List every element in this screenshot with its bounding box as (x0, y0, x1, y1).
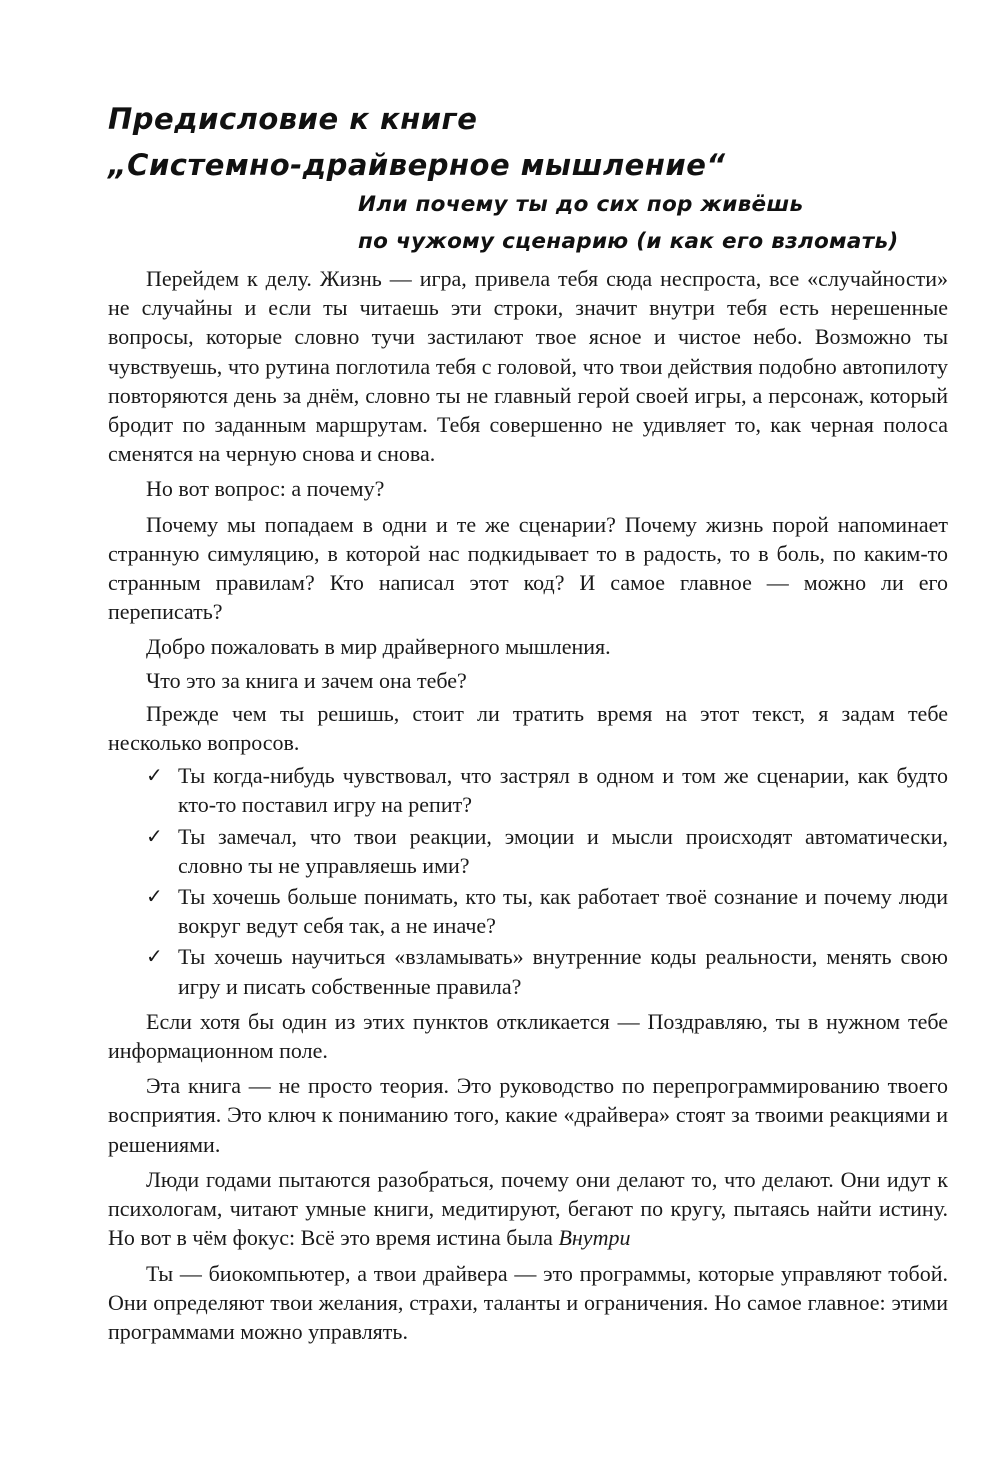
paragraph-question: Но вот вопрос: а почему? (146, 476, 385, 502)
checkmark-icon: ✓ (146, 944, 163, 969)
subtitle-line-2: по чужому сценарию (и как его взломать) (358, 229, 899, 254)
list-item (108, 882, 948, 940)
list-item-text: Ты когда-нибудь чувствовал, что застрял в одном и том же сценарии, как будто кто-то поставил игру на репит? (178, 763, 948, 818)
paragraph-before: Прежде чем ты решишь, стоит ли тратить время на этот текст, я задам тебе несколько вопросов. (108, 700, 948, 756)
list-item (108, 942, 948, 1000)
paragraph-biocomputer: Ты — биокомпьютер, а твои драйвера — это программы, которые управляют тобой. Они определяют твои желания, страхи, таланты и ограничения. Но самое главное: этими программами можно управлять. (108, 1260, 948, 1344)
emphasis-inside: Внутри (558, 1225, 631, 1251)
paragraph-why: Почему мы попадаем в одни и те же сценарии? Почему жизнь порой напоминает странную симуляцию, в которой нас подкидывает то в радость, то в боль, по каким-то странным правилам? Кто написал этот код? И самое главное — можно ли его переписать? (108, 511, 948, 625)
checklist (108, 761, 948, 1001)
list-item (108, 822, 948, 880)
list-item-text: Ты хочешь больше понимать, кто ты, как работает твоё сознание и почему люди вокруг ведут себя так, а не иначе? (178, 884, 948, 939)
page-title (108, 96, 726, 188)
page-subtitle (358, 186, 899, 260)
paragraph-intro: Перейдем к делу. Жизнь — игра, привела тебя сюда неспроста, все «случайности» не случайны и если ты читаешь эти строки, значит внутри тебя есть нерешенные вопросы, которые словно тучи застилают твое ясное и чистое небо. Возможно ты чувствуешь, что рутина поглотила тебя с головой, что твои действия подобно автопилоту повторяются день за днём, словно ты не главный герой своей игры, а персонаж, который бродит по заданным маршрутам. Тебя совершенно не удивляет то, как черная полоса сменятся на черную снова и снова. (108, 266, 948, 467)
paragraph-congrats: Если хотя бы один из этих пунктов откликается — Поздравляю, ты в нужном тебе информационном поле. (108, 1008, 948, 1064)
paragraph-welcome: Добро пожаловать в мир драйверного мышления. (146, 634, 611, 660)
title-line-1: Предисловие к книге (108, 102, 478, 136)
paragraph-what-book: Что это за книга и зачем она тебе? (146, 667, 467, 693)
body-text (108, 264, 948, 1352)
list-item (108, 761, 948, 819)
checkmark-icon: ✓ (146, 763, 163, 788)
title-line-2: „Системно-драйверное мышление“ (108, 148, 726, 182)
paragraph-people (108, 1165, 948, 1253)
paragraph-people-text: Люди годами пытаются разобраться, почему они делают то, что делают. Они идут к психологам, читают умные книги, медитируют, бегают по кругу, пытаясь найти истину. Но вот в чём фокус: Всё это время истина была (108, 1166, 948, 1251)
checkmark-icon: ✓ (146, 823, 163, 848)
subtitle-line-1: Или почему ты до сих пор живёшь (358, 192, 804, 217)
list-item-text: Ты замечал, что твои реакции, эмоции и мысли происходят автоматически, словно ты не управляешь ими? (178, 823, 948, 878)
checkmark-icon: ✓ (146, 884, 163, 909)
list-item-text: Ты хочешь научиться «взламывать» внутренние коды реальности, менять свою игру и писать собственные правила? (178, 944, 948, 999)
paragraph-guide: Эта книга — не просто теория. Это руководство по перепрограммированию твоего восприятия. Это ключ к пониманию того, какие «драйвера» стоят за твоими реакциями и решениями. (108, 1073, 948, 1157)
